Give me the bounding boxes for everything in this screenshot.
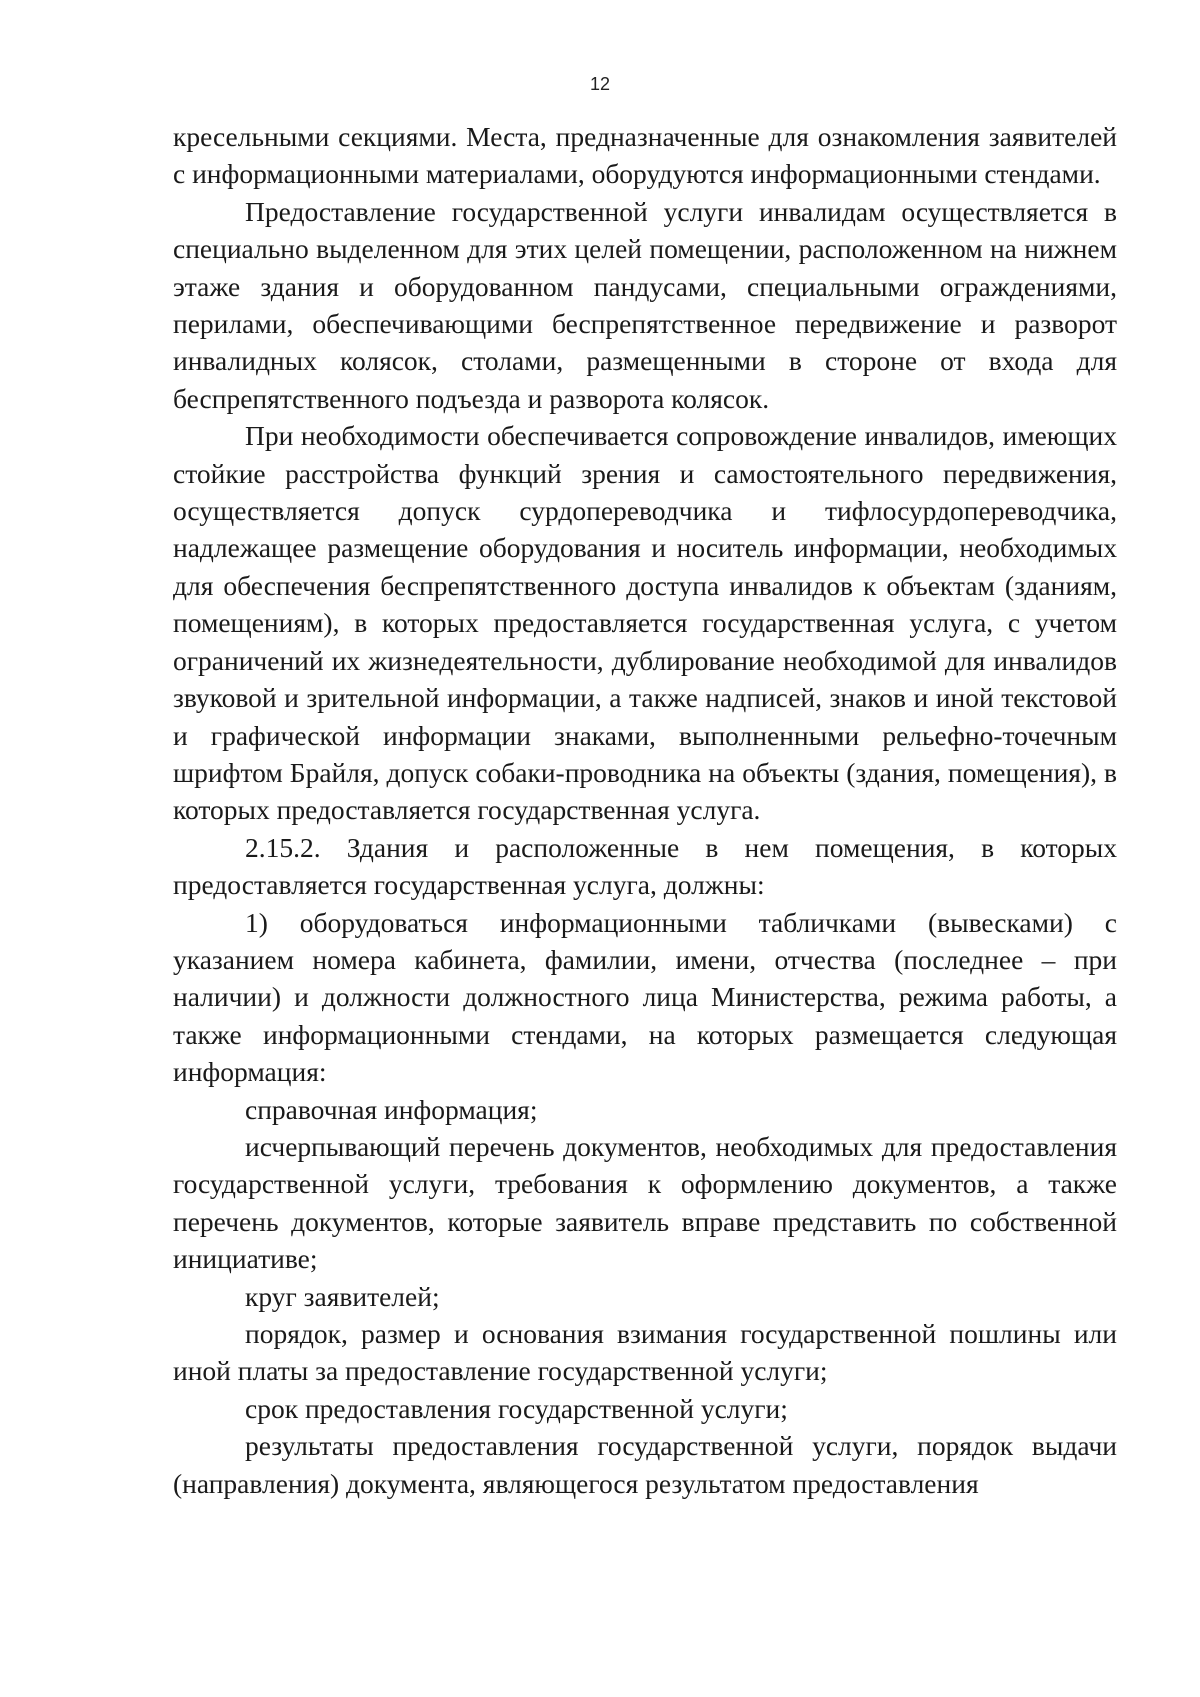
list-item-applicants: круг заявителей; bbox=[245, 1280, 440, 1312]
list-item-fees: порядок, размер и основания взимания государственной пошлины или иной платы за предоставление государственной услуги; bbox=[173, 1318, 1117, 1387]
body-text bbox=[173, 118, 1117, 1502]
page-number: 12 bbox=[589, 74, 611, 94]
list-item-1: 1) оборудоваться информационными табличками (вывесками) с указанием номера кабинета, фамилии, имени, отчества (последнее – при наличии) и должности должностного лица Министерства, режима работы, а также информационными стендами, на которых размещается следующая информация: bbox=[173, 906, 1117, 1088]
list-item-reference-info: справочная информация; bbox=[245, 1093, 538, 1125]
list-item-results: результаты предоставления государственной услуги, порядок выдачи (направления) документа, являющегося результатом предоставления bbox=[173, 1430, 1117, 1499]
list-item-term: срок предоставления государственной услуги; bbox=[245, 1392, 788, 1424]
paragraph-continuation: кресельными секциями. Места, предназначенные для ознакомления заявителей с информационными материалами, оборудуются информационными стендами. bbox=[173, 121, 1117, 190]
paragraph-section-2-15-2: 2.15.2. Здания и расположенные в нем помещения, в которых предоставляется государственная услуга, должны: bbox=[173, 831, 1117, 901]
list-item-documents: исчерпывающий перечень документов, необходимых для предоставления государственной услуги, требования к оформлению документов, а также перечень документов, которые заявитель вправе представить по собственной инициативе; bbox=[173, 1130, 1117, 1275]
paragraph-disabled-access: Предоставление государственной услуги инвалидам осуществляется в специально выделенном для этих целей помещении, расположенном на нижнем этаже здания и оборудованном пандусами, специальными ограждениями, перилами, обеспечивающими беспрепятственное передвижение и разворот инвалидных колясок, столами, размещенными в стороне от входа для беспрепятственного подъезда и разворота колясок. bbox=[173, 195, 1117, 414]
paragraph-assistance: При необходимости обеспечивается сопровождение инвалидов, имеющих стойкие расстройства функций зрения и самостоятельного передвижения, осуществляется допуск сурдопереводчика и тифлосурдопереводчика, надлежащее размещение оборудования и носитель информации, необходимых для обеспечения беспрепятственного доступа инвалидов к объектам (зданиям, помещениям), в которых предоставляется государственная услуга, с учетом ограничений их жизнедеятельности, дублирование необходимой для инвалидов звуковой и зрительной информации, а также надписей, знаков и иной текстовой и графической информации знаками, выполненными рельефно-точечным шрифтом Брайля, допуск собаки-проводника на объекты (здания, помещения), в которых предоставляется государственная услуга. bbox=[173, 420, 1117, 826]
